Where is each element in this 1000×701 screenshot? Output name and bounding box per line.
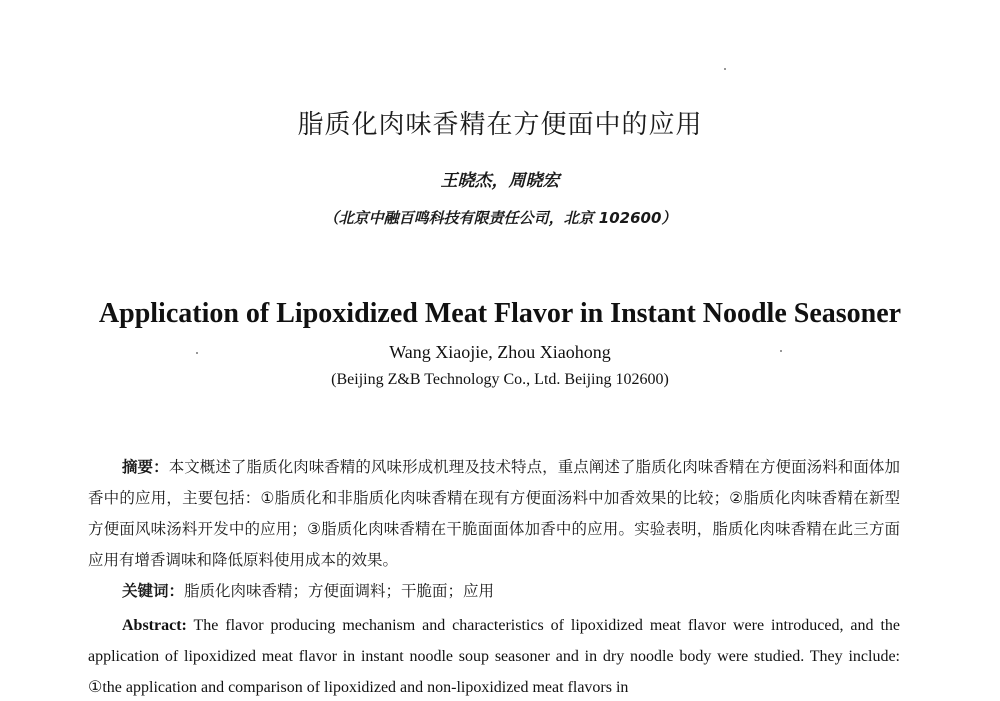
chinese-abstract — [88, 452, 900, 576]
english-abstract-label: Abstract: — [122, 617, 187, 634]
scan-speck — [724, 68, 726, 70]
english-authors: Wang Xiaojie, Zhou Xiaohong — [389, 342, 611, 362]
chinese-keywords-text: 脂质化肉味香精；方便面调料；干脆面；应用 — [184, 582, 495, 600]
chinese-authors: 王晓杰，周晓宏 — [440, 171, 560, 191]
chinese-affiliation: （北京中融百鸣科技有限责任公司，北京 102600） — [323, 209, 677, 227]
english-abstract-text: The flavor producing mechanism and characteristics of lipoxidized meat flavor were introduced, and the application of lipoxidized meat flavor in instant noodle soup seasoner and in dry noodle body were studied. They include: ①the application and comparison of lipoxidized and non-lipoxidized meat flavors in — [88, 617, 900, 696]
english-title: Application of Lipoxidized Meat Flavor in Instant Noodle Seasoner — [98, 298, 902, 329]
scan-speck — [780, 350, 782, 352]
english-abstract — [88, 610, 900, 701]
scan-speck — [196, 352, 198, 354]
chinese-abstract-text: 本文概述了脂质化肉味香精的风味形成机理及技术特点，重点阐述了脂质化肉味香精在方便面汤料和面体加香中的应用，主要包括：①脂质化和非脂质化肉味香精在现有方便面汤料中加香效果的比较；②脂质化肉味香精在新型方便面风味汤料开发中的应用；③脂质化肉味香精在干脆面面体加香中的应用。实验表明，脂质化肉味香精在此三方面应用有增香调味和降低原料使用成本的效果。 — [88, 458, 900, 569]
chinese-keywords — [122, 576, 494, 607]
chinese-title: 脂质化肉味香精在方便面中的应用 — [297, 110, 703, 140]
english-affiliation: (Beijing Z&B Technology Co., Ltd. Beijing 102600) — [331, 371, 669, 388]
chinese-abstract-label: 摘要： — [122, 458, 169, 476]
chinese-keywords-label: 关键词： — [122, 582, 185, 600]
